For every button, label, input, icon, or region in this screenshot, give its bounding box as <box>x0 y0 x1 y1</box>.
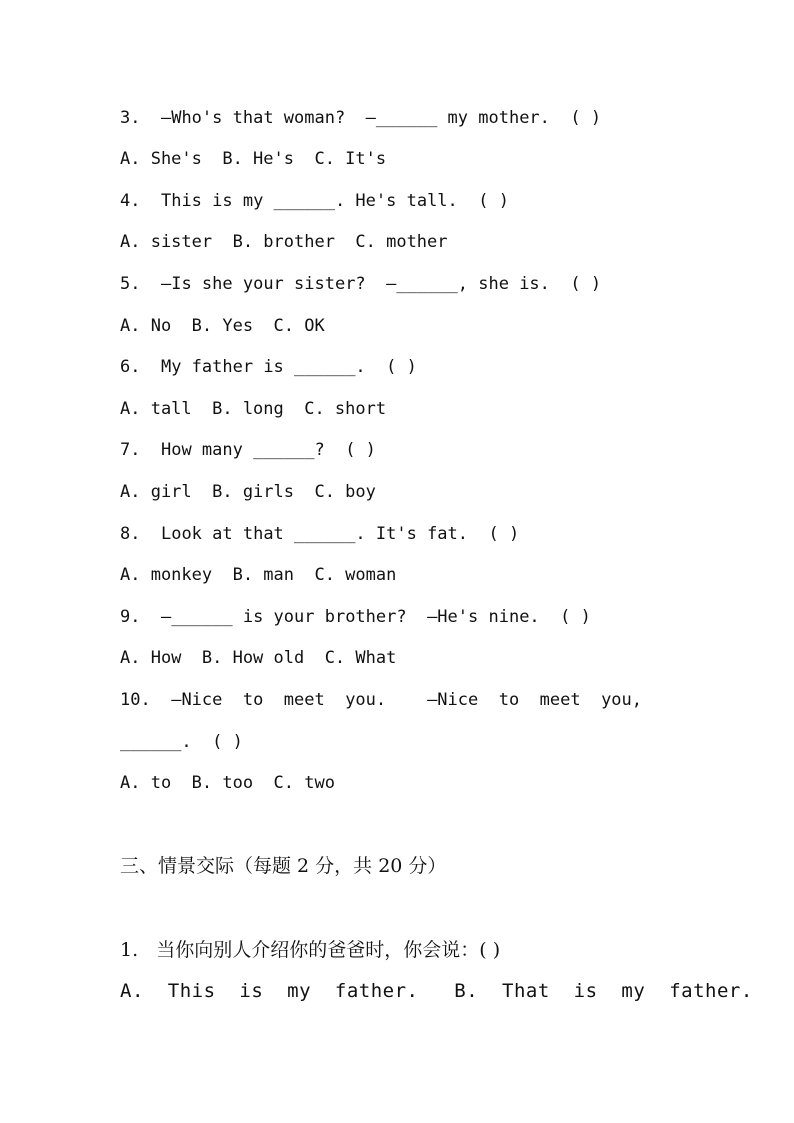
question-10-options: A. to B. too C. two <box>120 773 335 793</box>
section-3-title: 三、情景交际（每题 2 分，共 20 分） <box>120 855 447 877</box>
question-10-stem-continued: ______. ( ) <box>120 732 243 752</box>
question-10-stem: 10. —Nice to meet you. —Nice to meet you, <box>120 690 643 710</box>
question-6-options: A. tall B. long C. short <box>120 399 387 419</box>
question-4-options: A. sister B. brother C. mother <box>120 232 448 252</box>
section-3-question-1-options: A. This is my father. B. That is my father. <box>120 980 753 1002</box>
question-3-options: A. She's B. He's C. It's <box>120 149 387 169</box>
question-4-stem: 4. This is my ______. He's tall. ( ) <box>120 191 509 211</box>
question-9-options: A. How B. How old C. What <box>120 648 397 668</box>
section-3-question-1-stem: 1. 当你向别人介绍你的爸爸时，你会说：( ) <box>120 939 501 961</box>
question-5-options: A. No B. Yes C. OK <box>120 316 325 336</box>
question-5-stem: 5. —Is she your sister? —______, she is. ( ) <box>120 274 602 294</box>
question-3-stem: 3. —Who's that woman? —______ my mother. ( ) <box>120 108 602 128</box>
question-8-stem: 8. Look at that ______. It's fat. ( ) <box>120 524 520 544</box>
question-7-stem: 7. How many ______? ( ) <box>120 440 376 460</box>
question-8-options: A. monkey B. man C. woman <box>120 565 397 585</box>
question-9-stem: 9. —______ is your brother? —He's nine. ( ) <box>120 607 591 627</box>
question-7-options: A. girl B. girls C. boy <box>120 482 376 502</box>
question-6-stem: 6. My father is ______. ( ) <box>120 357 417 377</box>
